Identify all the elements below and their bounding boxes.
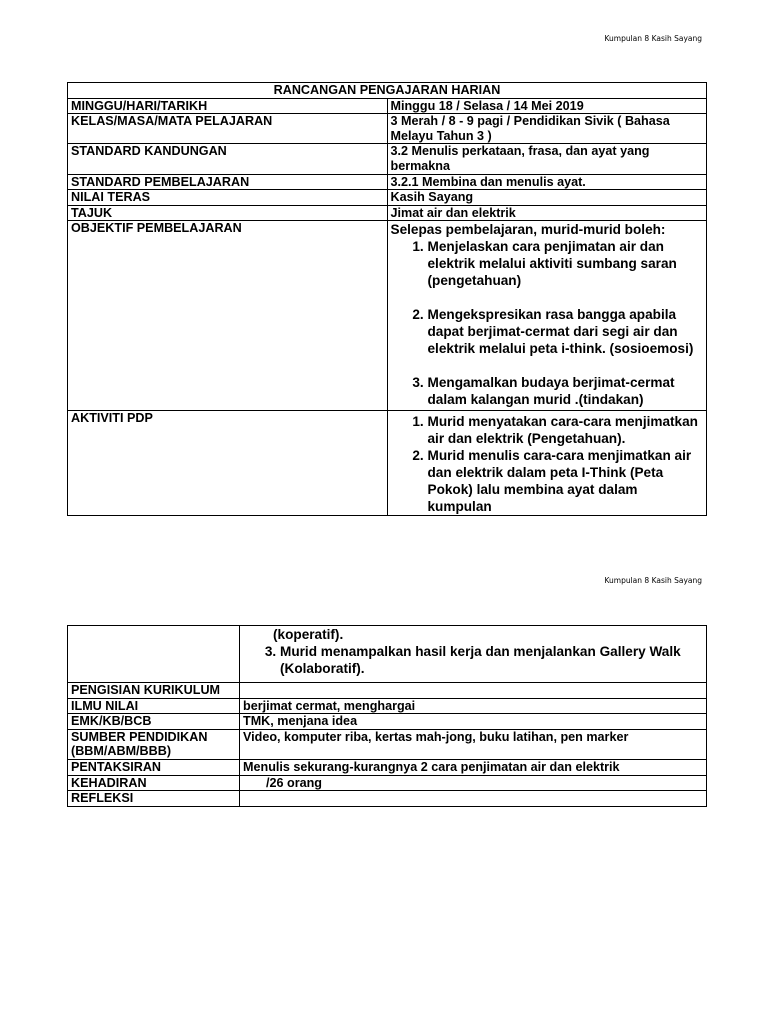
row-value: 3.2 Menulis perkataan, frasa, dan ayat yang bermakna [387, 144, 707, 174]
row-value: Minggu 18 / Selasa / 14 Mei 2019 [387, 98, 707, 114]
page-header: Kumpulan 8 Kasih Sayang [604, 34, 702, 43]
list-item: 3. Murid menampalkan hasil kerja dan menjalankan Gallery Walk (Kolaboratif). [280, 643, 703, 677]
row-label: TAJUK [68, 205, 388, 221]
objectives-list [391, 238, 704, 408]
table-row [68, 714, 707, 730]
row-label: SUMBER PENDIDIKAN (BBM/ABM/BBB) [68, 729, 240, 759]
table-row [68, 698, 707, 714]
objectives-cell [387, 221, 707, 411]
activities-list-continued [243, 643, 703, 677]
row-label: KELAS/MASA/MATA PELAJARAN [68, 114, 388, 144]
row-label: STANDARD PEMBELAJARAN [68, 174, 388, 190]
table-row [68, 114, 707, 144]
row-label-empty [68, 626, 240, 683]
row-value: Menulis sekurang-kurangnya 2 cara penjimatan air dan elektrik [240, 759, 707, 775]
activities-continued-row [68, 626, 707, 683]
row-value: Kasih Sayang [387, 190, 707, 206]
row-label: MINGGU/HARI/TARIKH [68, 98, 388, 114]
table-row [68, 174, 707, 190]
table-row [68, 205, 707, 221]
list-item: 2. Mengekspresikan rasa bangga apabila dapat berjimat-cermat dari segi air dan elektrik melalui peta i-think. (sosioemosi) [428, 306, 704, 357]
list-item: 1. Murid menyatakan cara-cara menjimatkan air dan elektrik (Pengetahuan). [428, 413, 704, 447]
row-value [240, 683, 707, 699]
row-label: STANDARD KANDUNGAN [68, 144, 388, 174]
row-value: 3.2.1 Membina dan menulis ayat. [387, 174, 707, 190]
row-label: AKTIVITI PDP [68, 411, 388, 516]
table-row [68, 791, 707, 807]
row-label: ILMU NILAI [68, 698, 240, 714]
lesson-plan-table-page1 [67, 82, 707, 516]
list-item: 1. Menjelaskan cara penjimatan air dan elektrik melalui aktiviti sumbang saran (pengetahuan) [428, 238, 704, 289]
row-label: NILAI TERAS [68, 190, 388, 206]
table-row [68, 683, 707, 699]
row-value [240, 791, 707, 807]
objectives-intro: Selepas pembelajaran, murid-murid boleh: [390, 222, 666, 238]
row-label: PENGISIAN KURIKULUM [68, 683, 240, 699]
table-row [68, 775, 707, 791]
table-row [68, 729, 707, 759]
row-value: Jimat air dan elektrik [387, 205, 707, 221]
table-title: RANCANGAN PENGAJARAN HARIAN [68, 83, 707, 99]
activities-row [68, 411, 707, 516]
row-value: /26 orang [240, 775, 707, 791]
row-label: OBJEKTIF PEMBELAJARAN [68, 221, 388, 411]
activities-continued-cell [240, 626, 707, 683]
row-value: TMK, menjana idea [240, 714, 707, 730]
table-row [68, 190, 707, 206]
activities-cell [387, 411, 707, 516]
list-item: 2. Murid menulis cara-cara menjimatkan air dan elektrik dalam peta I-Think (Peta Pokok) lalu membina ayat dalam kumpulan [428, 447, 704, 515]
table-row [68, 759, 707, 775]
objectives-row [68, 221, 707, 411]
row-value: 3 Merah / 8 - 9 pagi / Pendidikan Sivik ( Bahasa Melayu Tahun 3 ) [387, 114, 707, 144]
activities-list [391, 411, 704, 515]
row-label: REFLEKSI [68, 791, 240, 807]
row-value: Video, komputer riba, kertas mah-jong, buku latihan, pen marker [240, 729, 707, 759]
page-header: Kumpulan 8 Kasih Sayang [604, 576, 702, 585]
row-label: PENTAKSIRAN [68, 759, 240, 775]
activities-continued-text: (koperatif). [273, 627, 344, 642]
row-value: berjimat cermat, menghargai [240, 698, 707, 714]
table-row [68, 98, 707, 114]
row-label: KEHADIRAN [68, 775, 240, 791]
row-label: EMK/KB/BCB [68, 714, 240, 730]
title-row [68, 83, 707, 99]
list-item: 3. Mengamalkan budaya berjimat-cermat dalam kalangan murid .(tindakan) [428, 374, 704, 408]
table-row [68, 144, 707, 174]
lesson-plan-table-page2 [67, 625, 707, 807]
